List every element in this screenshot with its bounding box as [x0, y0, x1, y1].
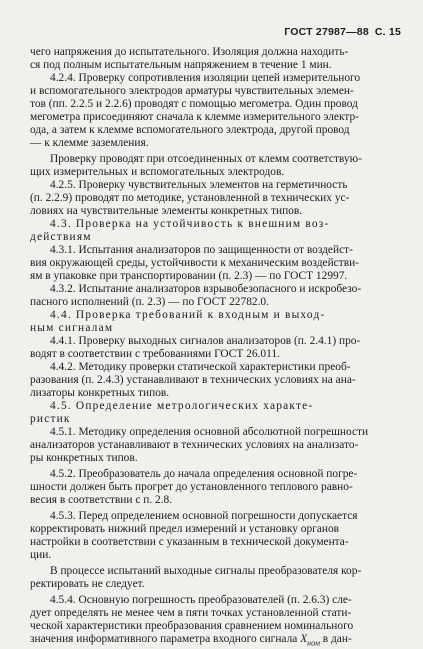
text-line: 4.2.5. Проверку чувствительных элементов на герметичность	[50, 179, 348, 191]
text-line: лизаторы конкретных типов.	[30, 387, 170, 399]
text-line: 4.5.3. Перед определением основной погрешности допускается	[50, 510, 358, 522]
text-line: ческой характеристики преобразования сравнением номинального	[30, 620, 354, 632]
text-line: и вспомогательного электродов арматуры чувствительных элемен-	[30, 85, 354, 97]
text-line: Проверку проводят при отсоединенных от клемм соответствую-	[50, 153, 362, 165]
text-line: ректировать не следует.	[30, 578, 145, 590]
text-line: водят в соответствии с требованиями ГОСТ 26.011.	[30, 348, 280, 360]
text-line: дует определять не менее чем в пяти точках установленной стати-	[30, 607, 352, 619]
text-line: корректировать нижний предел измерений и установку органов	[30, 523, 340, 535]
text-line: щих измерительных и вспомогательных электродов.	[30, 166, 285, 178]
text-line: ся под полным испытательным напряжением в течение 1 мин.	[30, 59, 332, 71]
text-line: анализаторов устанавливают в технических условиях на анализато-	[30, 439, 359, 451]
text-line: (п. 2.2.9) проводят по методике, установленной в технических ус-	[30, 192, 350, 204]
text-line: — к клемме заземления.	[30, 137, 149, 149]
page-number: С. 15	[374, 26, 401, 38]
text-line: тов (пп. 2.2.5 и 2.2.6) проводят с помощью мегометра. Один провод	[30, 98, 358, 110]
text-line: 4.2.4. Проверку сопротивления изоляции цепей измерительного	[50, 72, 361, 84]
text-line: шности должен быть прогрет до установленного теплового равно-	[30, 481, 353, 493]
text-line: мегометра присоединяют сначала к клемме измерительного электр-	[30, 111, 359, 123]
text-line: ода, а затем к клемме вспомогательного электрода, другой провод	[30, 124, 350, 136]
text-line: 4.4.1. Проверку выходных сигналов анализаторов (п. 2.4.1) про-	[50, 335, 361, 347]
section-heading: ным сигналам	[30, 322, 114, 334]
text-line: 4.5.4. Основную погрешность преобразователей (п. 2.6.3) сле-	[50, 594, 352, 606]
text-line: весия в соответствии с п. 2.8.	[30, 494, 173, 506]
text-line: В процессе испытаний выходные сигналы преобразователя кор-	[50, 565, 362, 577]
text-line: разования (п. 2.4.3) устанавливают в технических условиях на ана-	[30, 374, 356, 386]
text-segment: в дан-	[319, 633, 352, 645]
standard-number: ГОСТ 27987—88	[284, 26, 369, 38]
text-line: ции.	[30, 549, 52, 561]
text-segment: значения информативного параметра входного сигнала	[30, 633, 301, 645]
text-line: настройки в соответствии с указанным в технической документа-	[30, 536, 349, 548]
text-line: 4.3.1. Испытания анализаторов по защищенности от воздейст-	[50, 244, 353, 256]
text-line: 4.3.2. Испытание анализаторов взрывобезопасного и искробезо-	[50, 283, 362, 295]
text-line: чего напряжения до испытательного. Изоляция должна находить-	[30, 46, 349, 58]
text-line: 4.5.2. Преобразователь до начала определения основной погре-	[50, 468, 358, 480]
page-header	[284, 26, 401, 38]
text-line	[30, 633, 352, 649]
symbol-subscript: ном	[307, 638, 320, 648]
section-heading: действиям	[30, 231, 92, 243]
text-line: 4.4.2. Методику проверки статической характеристики преоб-	[50, 361, 351, 373]
section-heading: ристик	[30, 413, 71, 425]
section-heading: 4.5. Определение метрологических характе-	[50, 400, 314, 412]
text-line: ры конкретных типов.	[30, 452, 138, 464]
text-line: 4.5.1. Методику определения основной абсолютной погрешности	[50, 426, 369, 438]
text-line: пасного исполнений (п. 2.3) — по ГОСТ 22782.0.	[30, 296, 269, 308]
symbol-x: X	[300, 633, 308, 645]
section-heading: 4.3. Проверка на устойчивость к внешним воз-	[50, 218, 330, 230]
section-heading: 4.4. Проверка требований к входным и выход-	[50, 309, 326, 321]
text-line: вия окружающей среды, устойчивости к механическим воздействи-	[30, 257, 359, 269]
text-line: ям в упаковке при транспортировании (п. 2.3) — по ГОСТ 12997.	[30, 270, 348, 282]
text-line: ловиях на чувствительные элементы конкретных типов.	[30, 205, 303, 217]
